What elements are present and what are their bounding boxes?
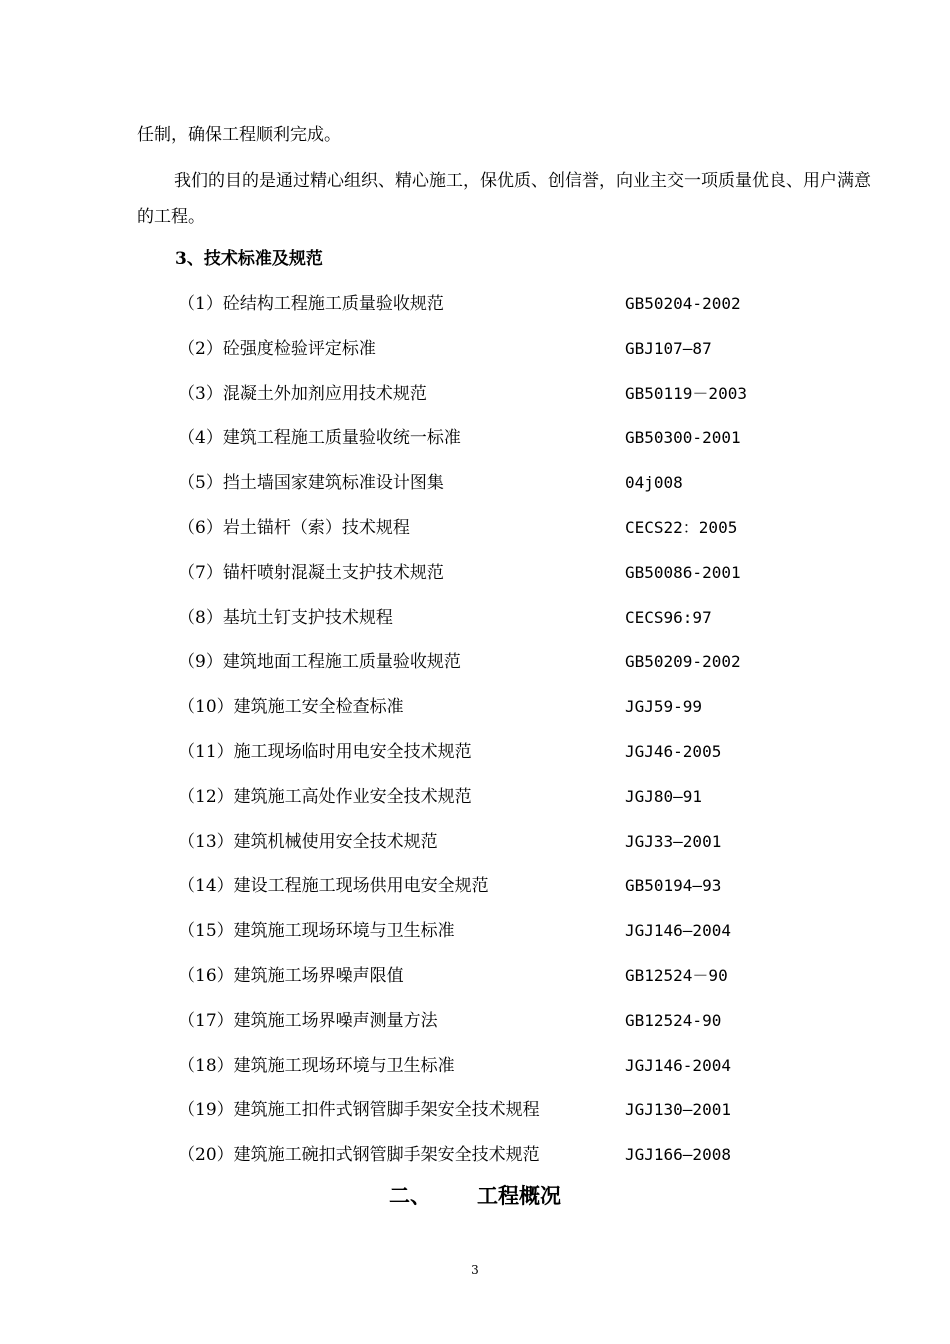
- standard-item: [178, 465, 798, 510]
- standard-item: [178, 376, 798, 421]
- standard-code: GB50194—93: [625, 876, 722, 896]
- standard-code: 04j008: [625, 473, 683, 493]
- section-number: 二、: [389, 1183, 431, 1208]
- standard-item: [178, 689, 798, 734]
- standard-item: [178, 779, 798, 824]
- standard-code: JGJ130—2001: [625, 1100, 731, 1120]
- standard-code: JGJ59-99: [625, 697, 703, 717]
- standard-title: （11）施工现场临时用电安全技术规范: [178, 741, 472, 762]
- standard-title: （20）建筑施工碗扣式钢管脚手架安全技术规范: [178, 1145, 540, 1166]
- standard-item: [178, 331, 798, 376]
- standards-list: [178, 286, 798, 1182]
- standard-code: GB50300-2001: [625, 428, 741, 448]
- standard-code: JGJ146—2004: [625, 921, 731, 941]
- standards-heading: 3、技术标准及规范: [175, 249, 323, 269]
- standard-title: （6）岩土锚杆（索）技术规程: [178, 517, 410, 538]
- standard-title: （17）建筑施工场界噪声测量方法: [178, 1010, 438, 1031]
- standard-title: （14）建设工程施工现场供用电安全规范: [178, 876, 489, 897]
- standard-item: [178, 1048, 798, 1093]
- standard-title: （9）建筑地面工程施工质量验收规范: [178, 652, 461, 673]
- body-paragraph: 任制，确保工程顺利完成。: [137, 125, 341, 145]
- standard-item: [178, 958, 798, 1003]
- standard-code: JGJ46-2005: [625, 741, 722, 761]
- standard-item: [178, 1003, 798, 1048]
- standard-title: （15）建筑施工现场环境与卫生标准: [178, 921, 455, 942]
- standard-code: GB50086-2001: [625, 562, 741, 582]
- standard-item: [178, 644, 798, 689]
- standard-item: [178, 286, 798, 331]
- standard-item: [178, 600, 798, 645]
- standard-code: CECS22：2005: [625, 517, 738, 537]
- standard-title: （2）砼强度检验评定标准: [178, 338, 376, 359]
- standard-code: GB50119－2003: [625, 383, 747, 403]
- standard-code: JGJ80—91: [625, 786, 703, 806]
- body-paragraph: 我们的目的是通过精心组织、精心施工，保优质、创信誉，向业主交一项质量优良、用户满意的工程。: [137, 171, 871, 227]
- page-number: 3: [471, 1263, 479, 1277]
- standard-item: [178, 913, 798, 958]
- standard-code: GB50209-2002: [625, 652, 741, 672]
- standard-item: [178, 868, 798, 913]
- standard-code: JGJ33—2001: [625, 831, 722, 851]
- standard-code: JGJ166—2008: [625, 1145, 731, 1165]
- standard-title: （16）建筑施工场界噪声限值: [178, 965, 404, 986]
- standard-item: [178, 510, 798, 555]
- standard-title: （12）建筑施工高处作业安全技术规范: [178, 786, 472, 807]
- standard-title: （19）建筑施工扣件式钢管脚手架安全技术规程: [178, 1100, 540, 1121]
- standard-title: （8）基坑土钉支护技术规程: [178, 607, 393, 628]
- standard-code: GB50204-2002: [625, 294, 741, 313]
- standard-title: （7）锚杆喷射混凝土支护技术规范: [178, 562, 444, 583]
- standard-title: （3）混凝土外加剂应用技术规范: [178, 383, 427, 404]
- standard-code: GB12524-90: [625, 1010, 722, 1030]
- standard-code: JGJ146-2004: [625, 1055, 731, 1075]
- standard-item: [178, 1092, 798, 1137]
- standard-item: [178, 420, 798, 465]
- standard-title: （4）建筑工程施工质量验收统一标准: [178, 428, 461, 449]
- standard-item: [178, 734, 798, 779]
- section-heading: [0, 1178, 950, 1214]
- standard-code: GBJ107—87: [625, 338, 712, 358]
- standard-code: GB12524－90: [625, 965, 728, 985]
- standard-title: （5）挡土墙国家建筑标准设计图集: [178, 473, 444, 494]
- standard-title: （1）砼结构工程施工质量验收规范: [178, 294, 444, 314]
- standard-item: [178, 824, 798, 869]
- section-title: 工程概况: [477, 1183, 561, 1208]
- standard-item: [178, 555, 798, 600]
- standard-title: （18）建筑施工现场环境与卫生标准: [178, 1055, 455, 1076]
- standard-title: （10）建筑施工安全检查标准: [178, 697, 404, 718]
- standard-title: （13）建筑机械使用安全技术规范: [178, 831, 438, 852]
- standard-code: CECS96:97: [625, 607, 712, 627]
- standard-item: [178, 1137, 798, 1182]
